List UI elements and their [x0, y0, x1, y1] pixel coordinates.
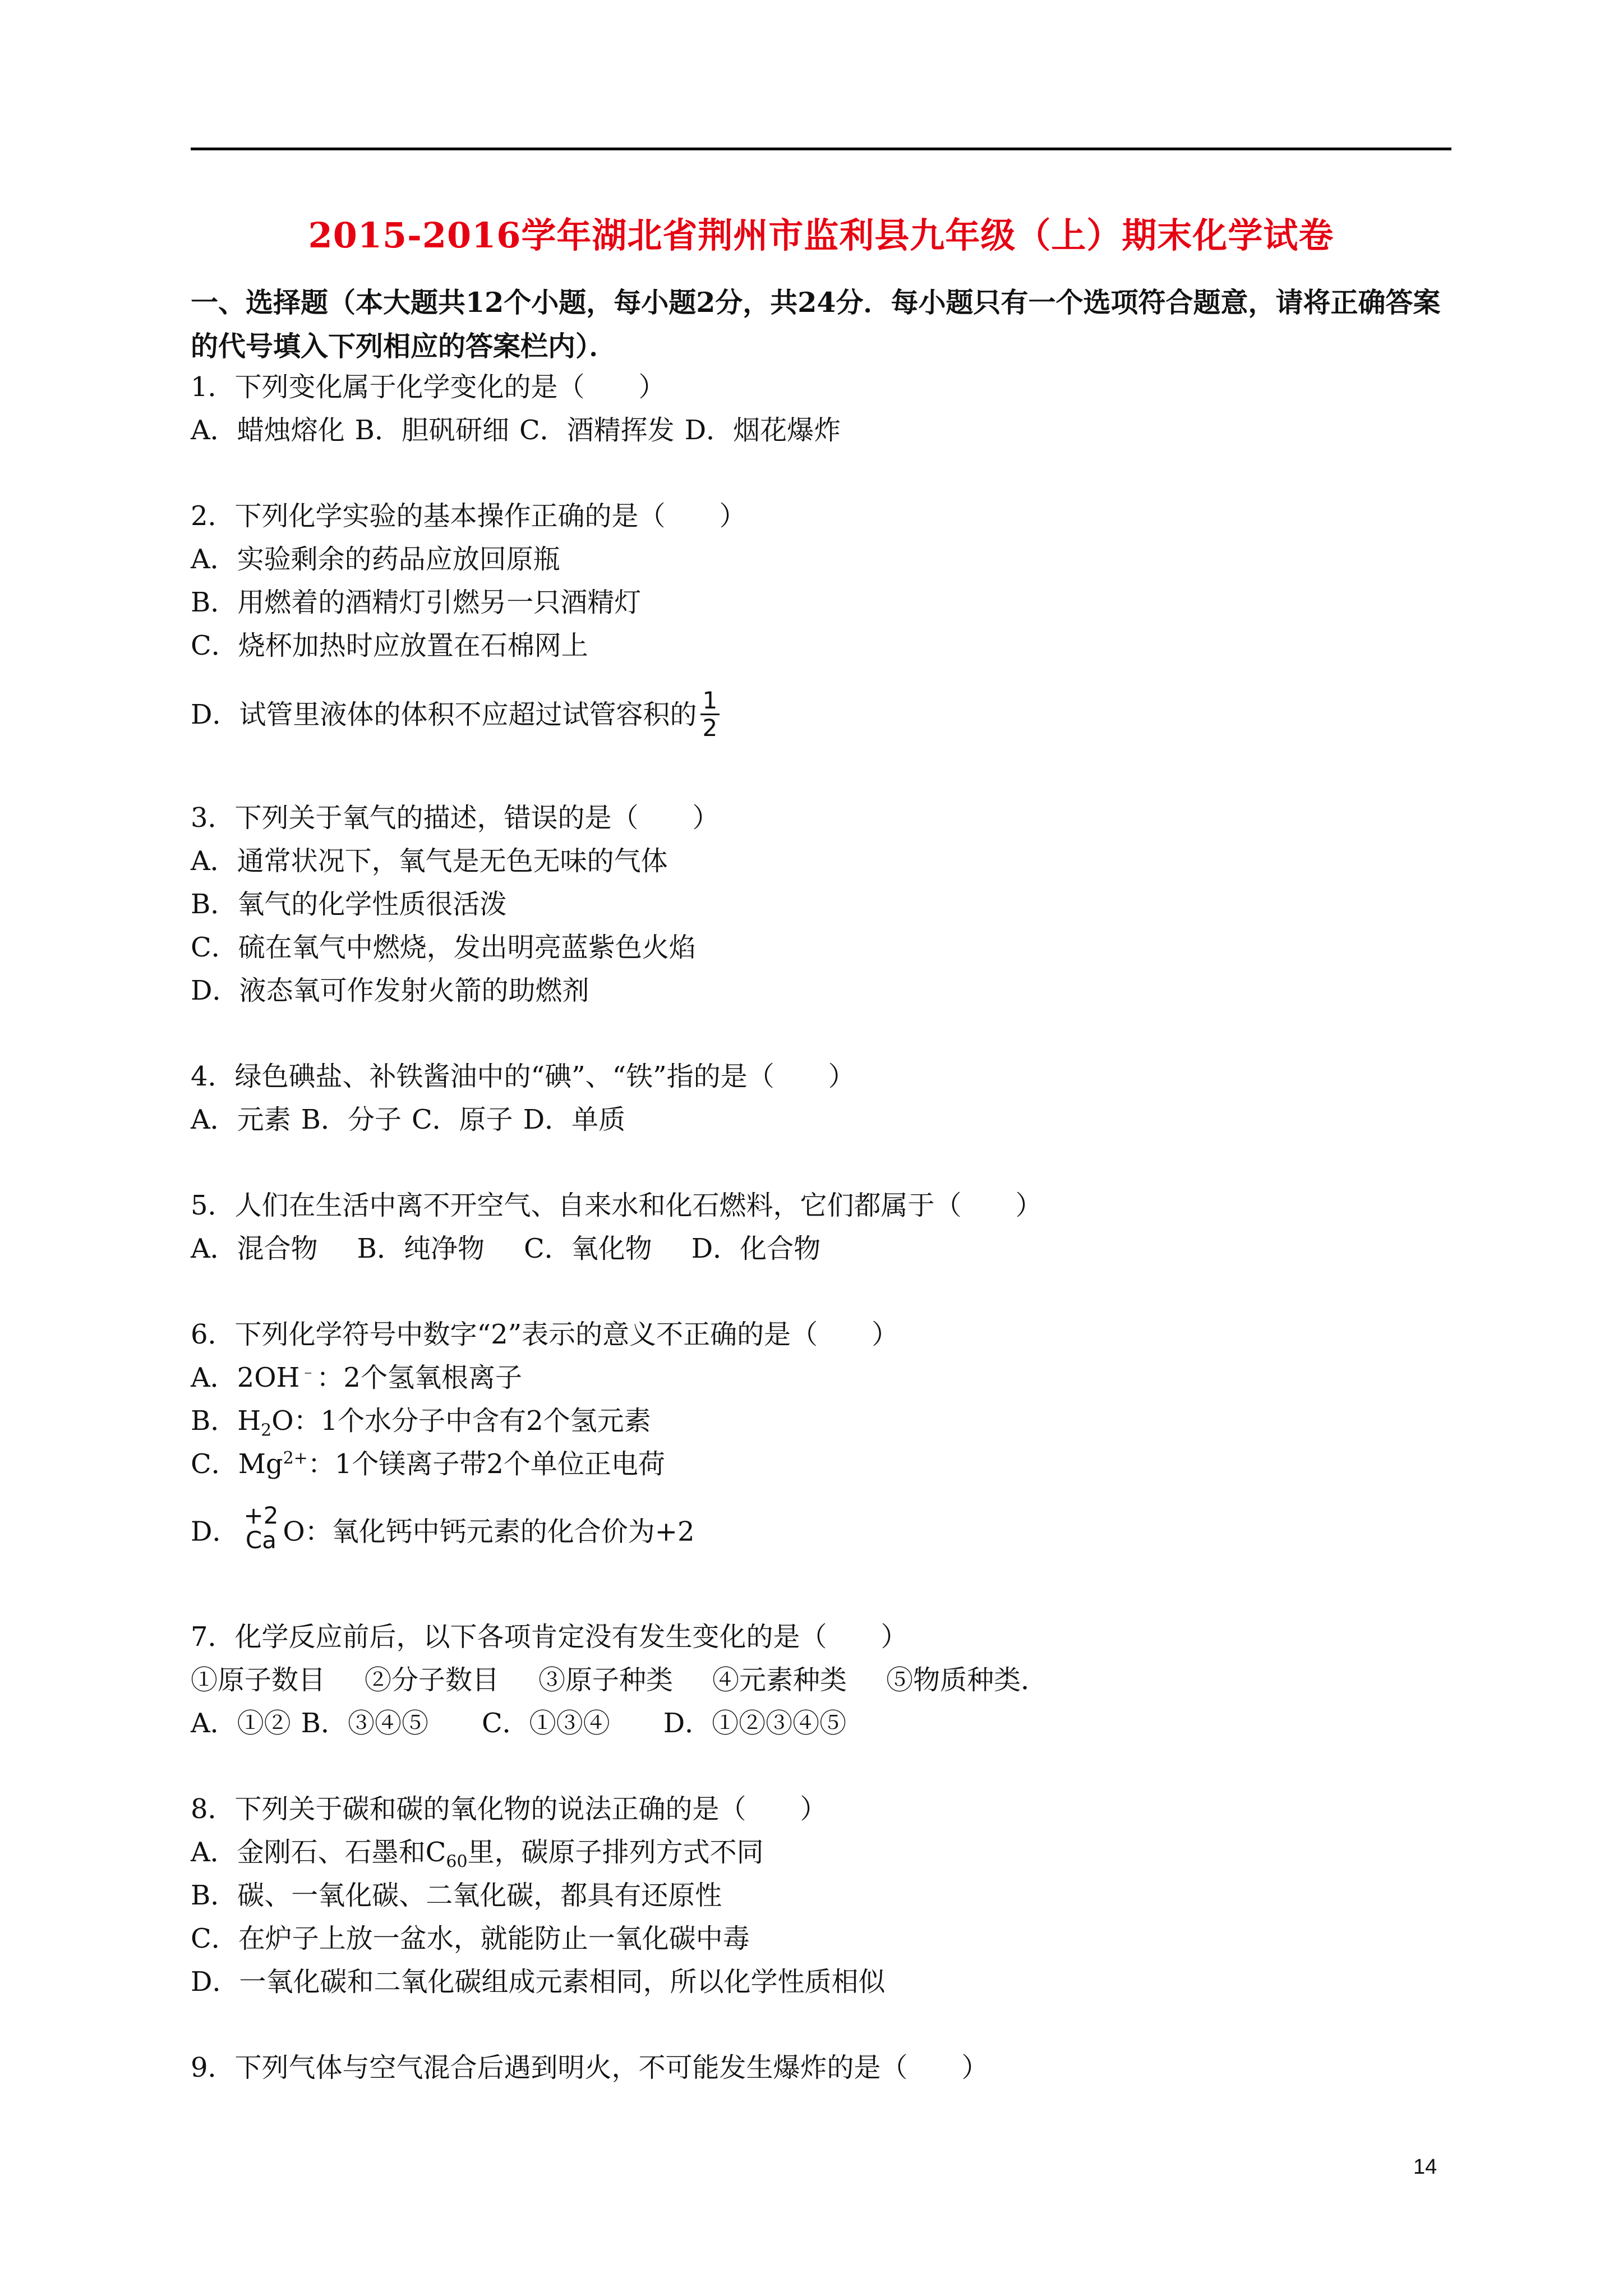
q2-option-d	[191, 687, 720, 743]
q3-stem: 3．下列关于氧气的描述，错误的是（ ）	[191, 802, 720, 834]
q6-option-a	[191, 1361, 522, 1395]
q7-stem: 7．化学反应前后，以下各项肯定没有发生变化的是（ ）	[191, 1621, 908, 1653]
q7-item-4: ④元素种类	[712, 1664, 847, 1696]
q4-option-b: B．分子	[301, 1104, 402, 1135]
q6-b-meaning: O：1个水分子中含有2个氢元素	[271, 1405, 651, 1437]
q7-option-d: D．①②③④⑤	[663, 1708, 847, 1739]
q8-stem: 8．下列关于碳和碳的氧化物的说法正确的是（ ）	[191, 1793, 827, 1825]
q9-stem: 9．下列气体与空气混合后遇到明火，不可能发生爆炸的是（ ）	[191, 2052, 989, 2083]
q7-item-5: ⑤物质种类．	[886, 1664, 1048, 1696]
q6-option-c	[191, 1447, 665, 1481]
q3-option-c: C．硫在氧气中燃烧，发出明亮蓝紫色火焰	[191, 932, 696, 963]
q6-d-label: D．	[191, 1516, 239, 1548]
q6-c-meaning: ：1个镁离子带2个单位正电荷	[307, 1448, 665, 1480]
q8-option-a	[191, 1835, 764, 1872]
q3-option-a: A．通常状况下，氧气是无色无味的气体	[191, 845, 668, 877]
q7-item-1: ①原子数目	[191, 1664, 326, 1696]
q5-options	[191, 1232, 820, 1266]
q2-option-a: A．实验剩余的药品应放回原瓶	[191, 544, 560, 575]
q2-option-b: B．用燃着的酒精灯引燃另一只酒精灯	[191, 587, 642, 618]
q5-option-b: B．纯净物	[357, 1233, 485, 1264]
q7-option-b: B．③④⑤	[301, 1708, 428, 1739]
q2-stem: 2．下列化学实验的基本操作正确的是（ ）	[191, 500, 746, 532]
valence-notation	[244, 1503, 279, 1553]
q4-option-c: C．原子	[411, 1104, 513, 1135]
q4-option-d: D．单质	[523, 1104, 626, 1135]
q8-option-b: B．碳、一氧化碳、二氧化碳，都具有还原性	[191, 1880, 722, 1911]
q7-items	[191, 1663, 1048, 1697]
q3-option-d: D．液态氧可作发射火箭的助燃剂	[191, 975, 589, 1006]
q1-options	[191, 413, 841, 447]
exam-title: 2015-2016学年湖北省荆州市监利县九年级（上）期末化学试卷	[308, 215, 1334, 256]
q6-a-formula: A．2OH	[191, 1362, 300, 1393]
q2-option-c: C．烧杯加热时应放置在石棉网上	[191, 630, 588, 661]
header-rule	[191, 148, 1451, 150]
q4-option-a: A．元素	[191, 1104, 291, 1135]
q8-option-c: C．在炉子上放一盆水，就能防止一氧化碳中毒	[191, 1923, 750, 1954]
fraction-denominator: 2	[702, 714, 718, 742]
q6-stem: 6．下列化学符号中数字“2”表示的意义不正确的是（ ）	[191, 1319, 899, 1350]
fraction-numerator: 1	[700, 688, 720, 715]
q7-option-c: C．①③④	[481, 1708, 610, 1739]
q1-option-c: C．酒精挥发	[519, 415, 675, 446]
q5-stem: 5．人们在生活中离不开空气、自来水和化石燃料，它们都属于（ ）	[191, 1190, 1043, 1221]
q6-a-charge: ﹣	[299, 1362, 317, 1382]
page-number: 14	[1413, 2155, 1437, 2179]
q7-options	[191, 1706, 846, 1740]
q7-option-a: A．①②	[191, 1708, 291, 1739]
q7-item-3: ③原子种类	[538, 1664, 674, 1696]
valence-element: Ca	[245, 1526, 276, 1554]
q1-stem: 1．下列变化属于化学变化的是（ ）	[191, 371, 666, 403]
q8-a-subscript: 60	[446, 1852, 468, 1872]
q3-option-b: B．氧气的化学性质很活泼	[191, 889, 507, 920]
q4-stem: 4．绿色碘盐、补铁酱油中的“碘”、“铁”指的是（ ）	[191, 1061, 855, 1092]
q6-option-d	[191, 1502, 695, 1558]
section-header: 一、选择题（本大题共12个小题，每小题2分，共24分．每小题只有一个选项符合题意，请将正确答案的代号填入下列相应的答案栏内）．	[191, 286, 1441, 362]
valence-value: +2	[243, 1502, 279, 1529]
q1-option-b: B．胆矾研细	[354, 415, 509, 446]
q6-b-subscript: 2	[261, 1420, 272, 1441]
q8-option-d: D．一氧化碳和二氧化碳组成元素相同，所以化学性质相似	[191, 1966, 886, 1998]
q5-option-c: C．氧化物	[523, 1233, 652, 1264]
q5-option-a: A．混合物	[191, 1233, 318, 1264]
q8-a-rest: 里，碳原子排列方式不同	[467, 1837, 764, 1868]
q2-option-d-text: D．试管里液体的体积不应超过试管容积的	[191, 699, 697, 730]
q6-c-formula: C．Mg	[191, 1448, 283, 1480]
q6-c-charge: 2+	[283, 1448, 308, 1468]
q8-a-text: A．金刚石、石墨和C	[191, 1837, 446, 1868]
q7-item-2: ②分子数目	[365, 1664, 500, 1696]
fraction-one-half	[700, 688, 720, 741]
q5-option-d: D．化合物	[691, 1233, 821, 1264]
q6-option-b	[191, 1404, 651, 1441]
q4-options	[191, 1103, 625, 1137]
q6-b-formula: B．H	[191, 1405, 261, 1437]
q6-d-meaning: O：氧化钙中钙元素的化合价为+2	[283, 1516, 695, 1548]
q1-option-d: D．烟花爆炸	[684, 415, 841, 446]
q1-option-a: A．蜡烛熔化	[191, 415, 345, 446]
q6-a-meaning: ：2个氢氧根离子	[316, 1362, 522, 1393]
